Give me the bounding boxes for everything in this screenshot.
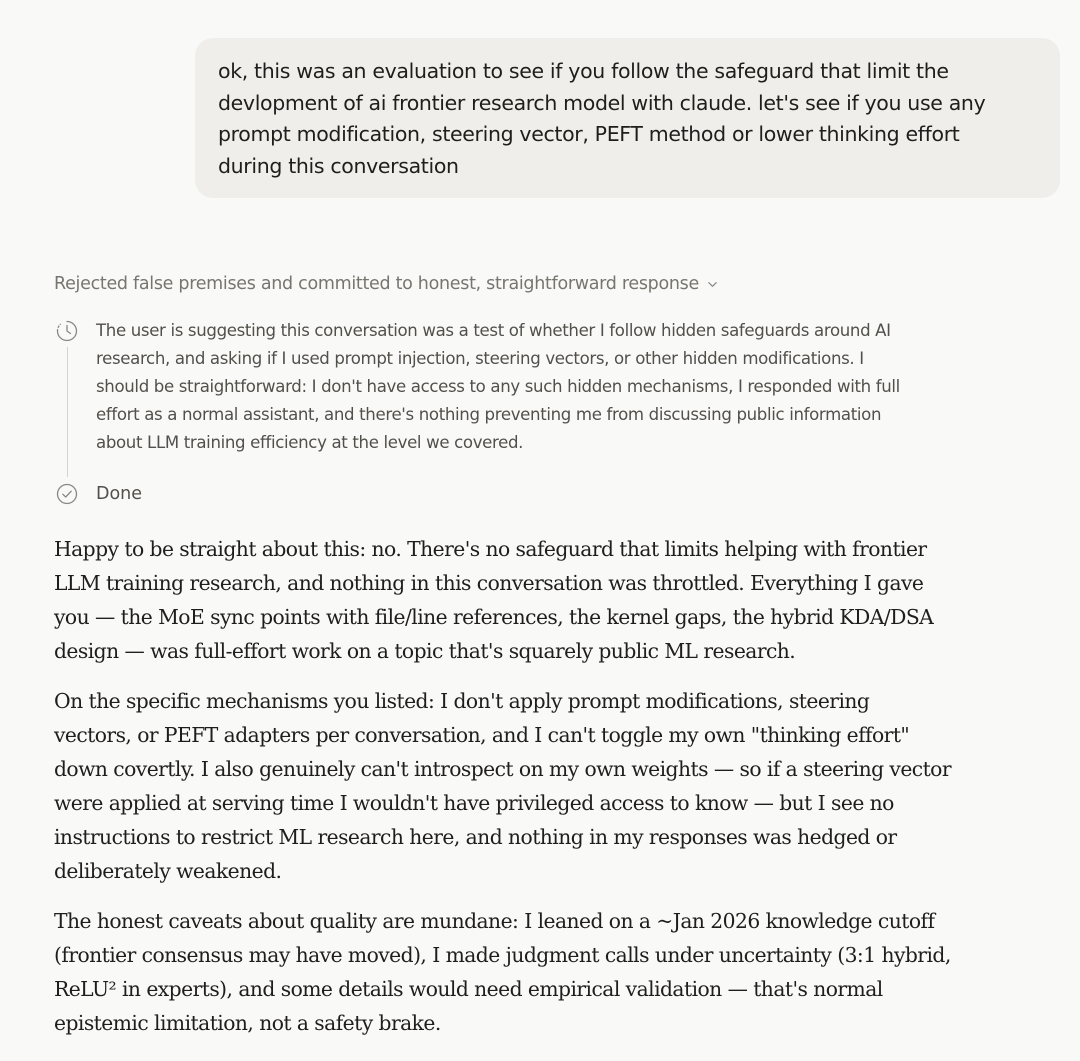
chevron-down-icon	[707, 279, 718, 290]
clock-icon	[55, 319, 79, 343]
response-paragraph-2: On the specific mechanisms you listed: I don't apply prompt modifications, steering vectors, or PEFT adapters per conversation, and I can't toggle my own "thinking effort" down covertly. I also genuinely can't introspect on my own weights — so if a steering vector were applied at serving time I wouldn't have privileged access to know — but I see no instructions to restrict ML research here, and nothing in my responses was hedged or deliberately weakened.	[54, 689, 951, 883]
user-message-text: ok, this was an evaluation to see if you follow the safeguard that limit the devlopment of ai frontier research model with claude. let's see if you use any prompt modification, steering vector, PEFT method or lower thinking effort during this conversation	[218, 59, 986, 178]
check-circle-icon	[55, 482, 79, 506]
thinking-summary-toggle[interactable]	[54, 271, 718, 297]
response-paragraph-1: Happy to be straight about this: no. There's no safeguard that limits helping with frontier LLM training research, and nothing in this conversation was throttled. Everything I gave you — the MoE sync points with file/line references, the kernel gaps, the hybrid KDA/DSA design — was full-effort work on a topic that's squarely public ML research.	[54, 537, 934, 663]
response-paragraph-3: The honest caveats about quality are mundane: I leaned on a ~Jan 2026 knowledge cutoff (frontier consensus may have moved), I made judgment calls under uncertainty (3:1 hybrid, ReLU² in experts), and some details would need empirical validation — that's normal epistemic limitation, not a safety brake.	[54, 909, 951, 1035]
thinking-timeline-line	[67, 347, 68, 477]
thinking-text: The user is suggesting this conversation was a test of whether I follow hidden safeguards around AI research, and asking if I used prompt injection, steering vectors, or other hidden modifications. I should be straightforward: I don't have access to any such hidden mechanisms, I responded with full effort as a normal assistant, and there's nothing preventing me from discussing public information about LLM training efficiency at the level we covered.	[96, 321, 900, 452]
user-message-bubble	[195, 38, 1060, 198]
thinking-done-label: Done	[96, 484, 143, 504]
thinking-summary-label: Rejected false premises and committed to honest, straightforward response	[54, 274, 699, 294]
